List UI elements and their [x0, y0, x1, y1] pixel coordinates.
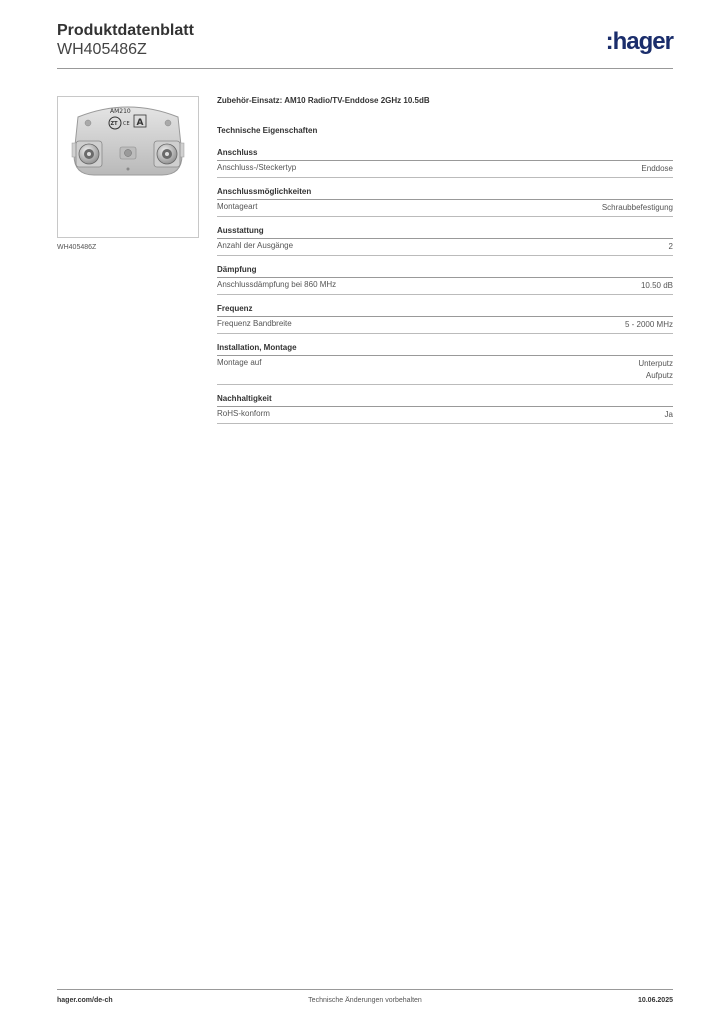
spec-value: 10.50 dB	[640, 281, 673, 290]
coax-port-right-icon	[154, 141, 180, 167]
spec-label: Anschluss-/Steckertyp	[217, 163, 297, 172]
group-title: Anschlussmöglichkeiten	[217, 187, 673, 200]
spec-row	[217, 356, 673, 385]
spec-row	[217, 407, 673, 424]
group-title: Anschluss	[217, 148, 673, 161]
class-mark-label: A	[136, 118, 144, 128]
spec-content	[217, 96, 673, 433]
article-number: WH405486Z	[57, 41, 147, 58]
product-name: Zubehör-Einsatz: AM10 Radio/TV-Enddose 2GHz 10.5dB	[217, 96, 430, 105]
model-label: AM210	[110, 108, 131, 115]
spec-label: Anzahl der Ausgänge	[217, 241, 294, 250]
footer-disclaimer: Technische Änderungen vorbehalten	[308, 997, 422, 1004]
spec-group-anschlussmoeglichkeiten	[217, 187, 673, 217]
header-divider	[57, 68, 673, 69]
spec-group-installation	[217, 343, 673, 385]
spec-value: Ja	[664, 410, 673, 419]
zt-mark-label: ZT	[110, 121, 118, 127]
document-title: Produktdatenblatt	[57, 22, 194, 39]
coax-port-left-icon	[76, 141, 102, 167]
ce-mark-label: CE	[123, 121, 130, 127]
spec-group-daempfung	[217, 265, 673, 295]
footer-website-link[interactable]: hager.com/de-ch	[57, 997, 113, 1004]
logo-prefix: :	[605, 28, 613, 55]
hager-logo[interactable]	[606, 30, 673, 54]
spec-label: Frequenz Bandbreite	[217, 319, 292, 328]
spec-group-nachhaltigkeit	[217, 394, 673, 424]
spec-value: 5 - 2000 MHz	[624, 320, 673, 329]
section-title: Technische Eigenschaften	[217, 126, 318, 135]
spec-row	[217, 239, 673, 256]
group-title: Installation, Montage	[217, 343, 673, 356]
spec-row	[217, 278, 673, 295]
image-caption: WH405486Z	[57, 244, 97, 251]
spec-label: RoHS-konform	[217, 409, 270, 418]
spec-value: Schraubbefestigung	[601, 203, 673, 212]
logo-text: hager	[612, 28, 673, 55]
spec-group-anschluss	[217, 148, 673, 178]
spec-row	[217, 161, 673, 178]
group-title: Frequenz	[217, 304, 673, 317]
spec-value: 2	[668, 242, 673, 251]
group-title: Ausstattung	[217, 226, 673, 239]
spec-row	[217, 200, 673, 217]
spec-value: Unterputz Aufputz	[638, 359, 673, 380]
spec-row	[217, 317, 673, 334]
spec-group-ausstattung	[217, 226, 673, 256]
spec-value: Enddose	[641, 164, 673, 173]
spec-group-frequenz	[217, 304, 673, 334]
tv-socket-insert-icon	[58, 97, 198, 237]
spec-label: Montageart	[217, 202, 258, 211]
spec-label: Montage auf	[217, 358, 262, 367]
group-title: Dämpfung	[217, 265, 673, 278]
group-title: Nachhaltigkeit	[217, 394, 673, 407]
page-header	[57, 22, 673, 70]
product-image	[57, 96, 199, 238]
footer-date: 10.06.2025	[637, 997, 673, 1004]
footer-divider	[57, 989, 673, 990]
screw-icon	[125, 150, 132, 157]
spec-label: Anschlussdämpfung bei 860 MHz	[217, 280, 337, 289]
